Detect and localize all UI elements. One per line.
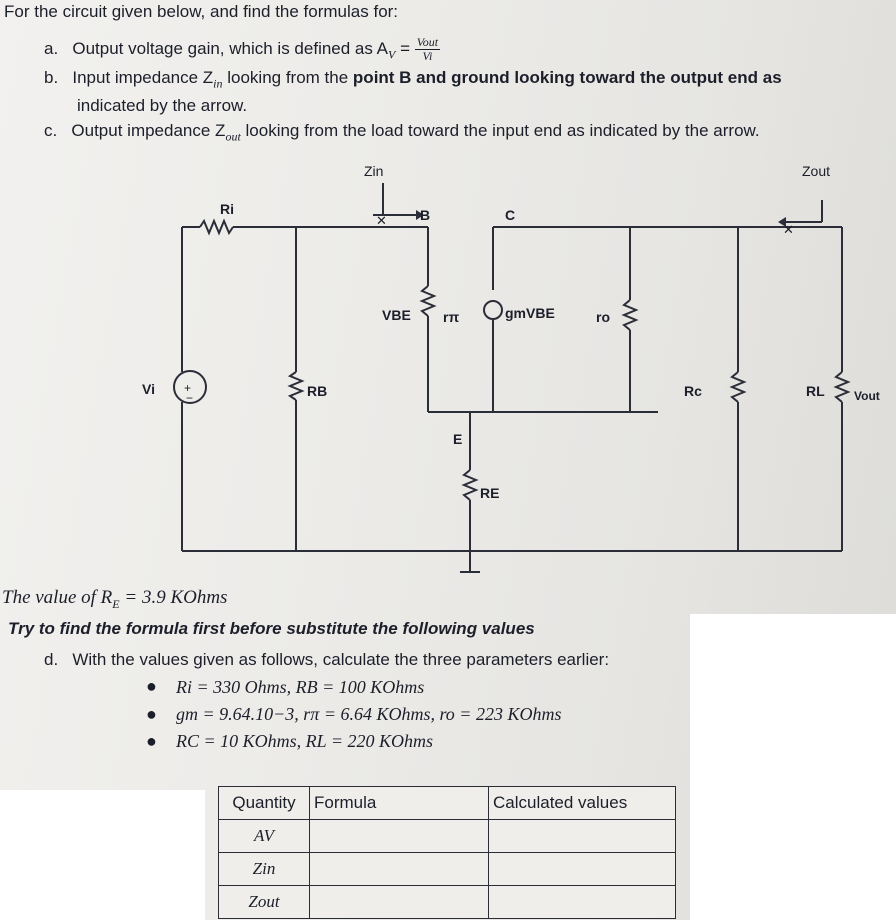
- value-line-2: gm = 9.64.10−3, rπ = 6.64 KOhms, ro = 223 KOhms: [176, 704, 562, 724]
- bullet-icon: ●: [146, 731, 157, 751]
- table-header-row: [219, 787, 676, 820]
- blank-region: [0, 790, 205, 920]
- item-d-text: With the values given as follows, calculate the three parameters earlier:: [72, 650, 610, 669]
- item-c-text: Output impedance Z: [71, 121, 226, 140]
- re-value-sub: E: [112, 596, 120, 611]
- results-table: [218, 786, 676, 919]
- node-c-label: C: [505, 207, 516, 223]
- formula-cell[interactable]: [310, 853, 489, 886]
- table-row: [219, 886, 676, 919]
- re-value-rest: = 3.9 KOhms: [119, 587, 228, 608]
- value-line-1: Ri = 330 Ohms, RB = 100 KOhms: [176, 677, 425, 697]
- header-quantity: Quantity: [219, 787, 310, 820]
- vi-plus-icon: +: [184, 381, 192, 395]
- node-b-label: B: [420, 207, 431, 223]
- item-c-letter: c.: [44, 121, 58, 140]
- re-resistor: [464, 470, 476, 500]
- ro-label: ro: [596, 309, 610, 325]
- rb-label: RB: [307, 383, 328, 399]
- item-a-text: Output voltage gain, which is defined as A: [72, 38, 389, 58]
- vbe-label: VBE: [382, 307, 411, 323]
- zin-label: Zin: [364, 163, 384, 179]
- row-quantity-zout: Zout: [219, 886, 310, 919]
- rpi-resistor: [422, 286, 434, 316]
- header-calculated-values: Calculated values: [489, 787, 676, 820]
- row-quantity-av: AV: [219, 820, 310, 853]
- rl-label: RL: [806, 383, 825, 399]
- rb-resistor: [290, 372, 302, 400]
- value-line-3: RC = 10 KOhms, RL = 220 KOhms: [176, 731, 433, 751]
- fraction-numerator: Vout: [416, 35, 439, 49]
- zout-cross-icon: ✕: [783, 222, 794, 237]
- item-a-eq: =: [395, 38, 411, 58]
- rc-label: Rc: [684, 383, 702, 399]
- item-b-line2: indicated by the arrow.: [77, 96, 248, 115]
- re-label: RE: [480, 485, 500, 501]
- ri-resistor: [200, 221, 233, 233]
- bullet-icon: ●: [146, 704, 157, 724]
- try-instruction: Try to find the formula first before substitute the following values: [8, 619, 535, 638]
- bullet-icon: ●: [146, 676, 157, 696]
- zin-cross-icon: ✕: [376, 213, 387, 228]
- rpi-label: rπ: [443, 309, 460, 325]
- fraction-denominator: Vi: [422, 49, 433, 63]
- formula-cell[interactable]: [310, 820, 489, 853]
- item-b-text: Input impedance Z: [72, 68, 214, 87]
- gm-current-source-symbol: [484, 301, 502, 319]
- item-b-text2: looking from the: [222, 68, 353, 87]
- item-c-text2: looking from the load toward the input end as indicated by the arrow.: [240, 121, 760, 140]
- intro-text: For the circuit given below, and find the formulas for:: [4, 2, 399, 21]
- item-c-sub: out: [225, 129, 241, 144]
- ri-label: Ri: [220, 201, 234, 217]
- table-row: [219, 820, 676, 853]
- formula-cell[interactable]: [310, 886, 489, 919]
- zout-label: Zout: [802, 163, 831, 179]
- item-b-bold: point B and ground looking toward the output end as: [352, 68, 782, 87]
- calculated-value-cell[interactable]: [489, 886, 676, 919]
- node-e-label: E: [453, 431, 463, 447]
- item-a-letter: a.: [44, 38, 59, 58]
- rc-resistor: [732, 372, 744, 402]
- header-formula: Formula: [310, 787, 489, 820]
- re-value-text: The value of R: [2, 587, 113, 608]
- vout-label: Vout: [854, 389, 880, 403]
- table-row: [219, 853, 676, 886]
- calculated-value-cell[interactable]: [489, 853, 676, 886]
- item-a-sub: V: [388, 47, 396, 62]
- ro-resistor: [624, 300, 636, 330]
- gm-source-label: gmVBE: [505, 305, 555, 321]
- vi-minus-icon: −: [186, 391, 194, 405]
- re-value-line: [2, 587, 227, 612]
- calculated-value-cell[interactable]: [489, 820, 676, 853]
- vi-label: Vi: [142, 381, 155, 397]
- row-quantity-zin: Zin: [219, 853, 310, 886]
- rl-resistor: [836, 372, 848, 402]
- item-b-letter: b.: [44, 68, 59, 87]
- item-d-letter: d.: [44, 650, 59, 669]
- item-d: [44, 650, 609, 670]
- item-b-sub: in: [213, 76, 223, 91]
- blank-region: [690, 614, 896, 920]
